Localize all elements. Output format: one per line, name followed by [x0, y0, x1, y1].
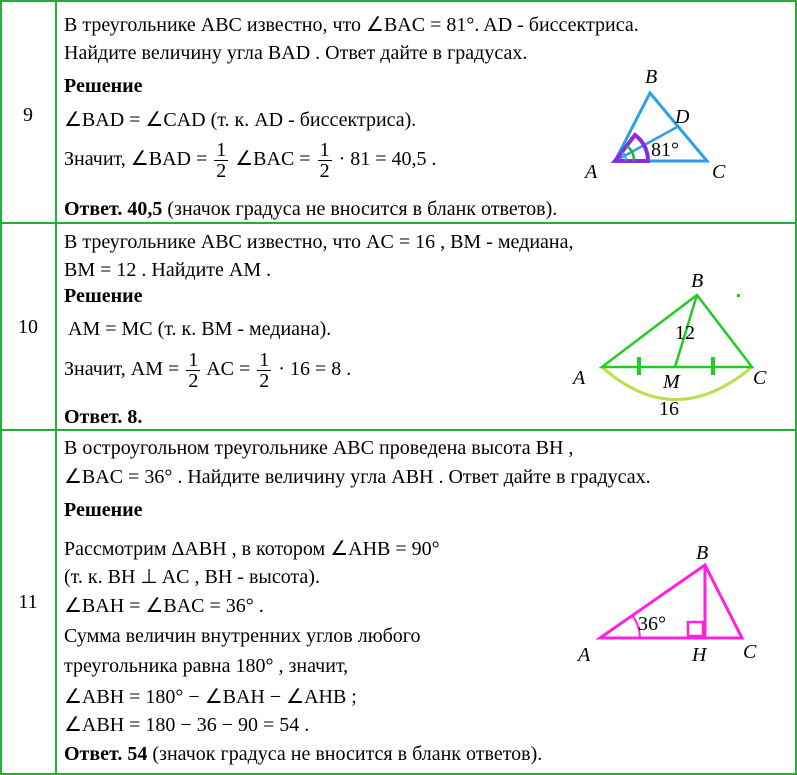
formula-text: · 81 = 40,5 . [338, 148, 437, 171]
row-separator [0, 429, 797, 431]
solution-step: Рассмотрим ΔABH , в котором ∠AHB = 90° [64, 538, 440, 560]
length-ac: 16 [659, 398, 679, 420]
triangle-bisector-figure [575, 60, 755, 185]
fraction-denominator: 2 [259, 370, 270, 392]
dot-mark [737, 294, 740, 297]
fraction [318, 140, 332, 181]
problem-text: ∠BAC = 36° . Найдите величину угла ABH . Ответ дайте в градусах. [64, 466, 651, 488]
angle-arc-outer [615, 135, 648, 161]
angle-value: 36° [638, 613, 666, 635]
solution-heading: Решение [64, 499, 143, 521]
solution-step [64, 350, 351, 391]
solution-step: ∠ABH = 180° − ∠BAH − ∠AHB ; [64, 686, 357, 708]
problem-text: В остроугольном треугольнике ABC проведена высота BH , [64, 437, 574, 459]
problem-text: В треугольнике ABC известно, что ∠BAC = 81°. AD - биссектриса. [64, 14, 639, 36]
right-angle-mark [688, 622, 703, 636]
fraction-denominator: 2 [188, 370, 199, 392]
fraction [257, 350, 271, 391]
row-number: 9 [23, 104, 33, 126]
solution-step: ∠BAH = ∠BAC = 36° . [64, 595, 264, 617]
row-separator [0, 222, 797, 224]
formula-text: · 16 = 8 . [278, 358, 352, 381]
solution-step [64, 140, 437, 181]
problem-text: BM = 12 . Найдите AM . [64, 259, 272, 281]
vertex-label-a: A [578, 644, 591, 666]
vertex-label-b: B [696, 542, 709, 564]
solution-heading: Решение [64, 285, 143, 307]
triangle-abc [600, 565, 742, 638]
formula-text: Значит, ∠BAD = [64, 148, 208, 171]
triangle-altitude-figure [570, 540, 770, 670]
table-border-divider [55, 0, 57, 775]
fraction-numerator: 1 [319, 139, 330, 161]
problem-text: Найдите величину угла BAD . Ответ дайте в градусах. [64, 42, 528, 64]
problem-text: В треугольнике ABC известно, что AC = 16 , BM - медиана, [64, 231, 574, 253]
row-number: 11 [18, 591, 38, 613]
vertex-label-m: M [663, 371, 680, 393]
formula-text: ∠BAC = [235, 148, 311, 171]
solution-step: треугольника равна 180° , значит, [64, 655, 349, 677]
answer-label: Ответ. 8. [64, 406, 143, 428]
vertex-label-c: C [712, 161, 726, 183]
vertex-label-a: A [585, 161, 598, 183]
formula-text: Значит, AM = [64, 358, 180, 381]
fraction-numerator: 1 [259, 349, 270, 371]
vertex-label-c: C [743, 641, 757, 663]
fraction-numerator: 1 [216, 139, 227, 161]
fraction-denominator: 2 [319, 160, 330, 182]
vertex-label-h: H [692, 644, 707, 666]
fraction [186, 350, 200, 391]
solution-step: ∠ABH = 180 − 36 − 90 = 54 . [64, 714, 310, 736]
vertex-label-c: C [753, 367, 767, 389]
length-bm: 12 [675, 322, 695, 344]
row-number: 10 [18, 316, 38, 338]
angle-value: 81° [651, 139, 679, 161]
fraction-denominator: 2 [216, 160, 227, 182]
solution-step: (т. к. BH ⊥ AC , BH - высота). [64, 566, 320, 588]
formula-text: AC = [206, 358, 251, 381]
solution-step: Сумма величин внутренних углов любого [64, 625, 421, 647]
answer-label: Ответ. 40,5 [64, 198, 163, 220]
vertex-label-a: A [573, 367, 586, 389]
vertex-label-b: B [691, 270, 704, 292]
answer-label: Ответ. 54 [64, 743, 148, 765]
vertex-label-b: B [645, 66, 658, 88]
table-border-top [0, 0, 797, 2]
answer-line [64, 198, 557, 220]
answer-line [64, 743, 542, 765]
vertex-label-d: D [675, 106, 690, 128]
solution-step: ∠BAD = ∠CAD (т. к. AD - биссектриса). [64, 109, 417, 131]
fraction [214, 140, 228, 181]
fraction-numerator: 1 [188, 349, 199, 371]
triangle-median-figure [565, 262, 785, 424]
answer-note: (значок градуса не вносится в бланк ответов). [162, 198, 558, 220]
solution-heading: Решение [64, 75, 143, 97]
answer-note: (значок градуса не вносится в бланк ответов). [147, 743, 543, 765]
solution-step: AM = MC (т. к. BM - медиана). [68, 318, 332, 340]
